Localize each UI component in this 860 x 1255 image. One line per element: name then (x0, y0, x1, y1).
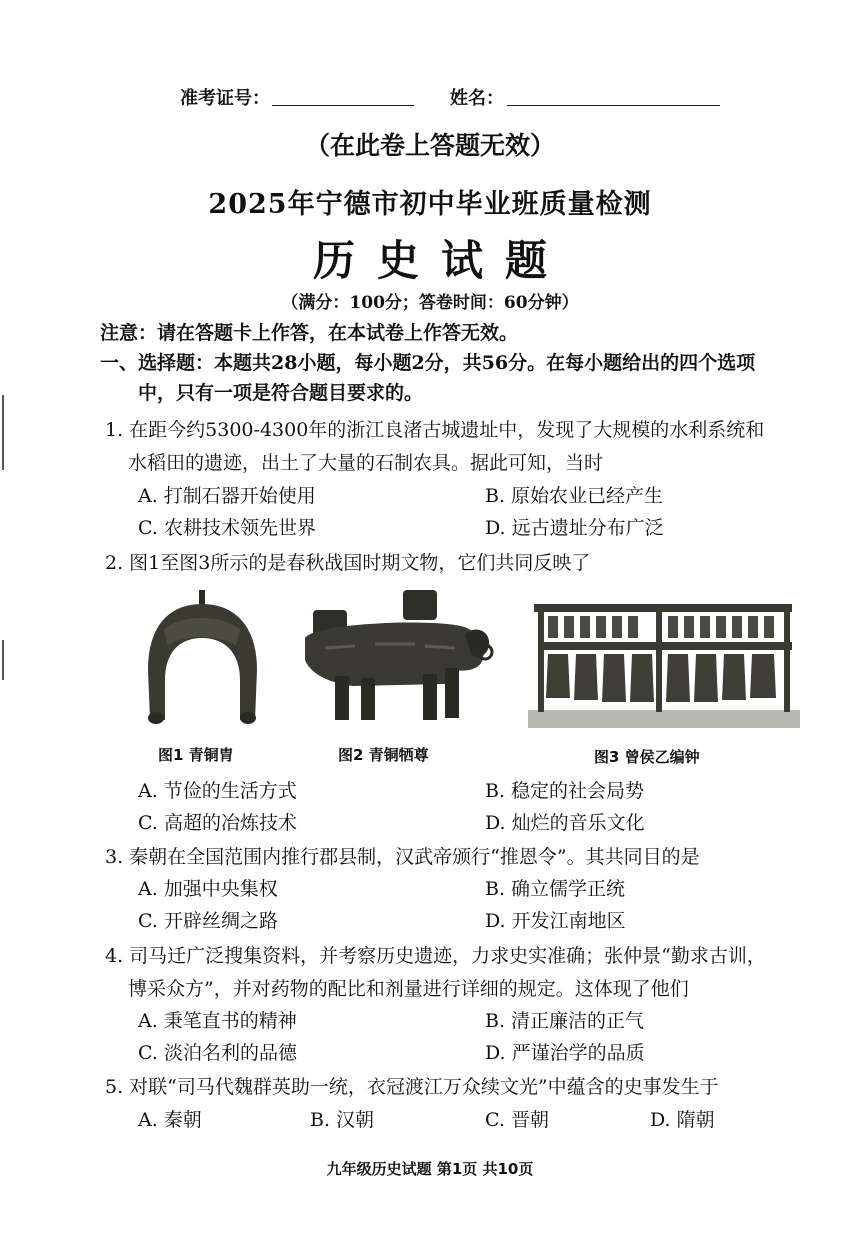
question-3-option-a: A. 加强中央集权 (138, 878, 278, 900)
question-5-option-c: C. 晋朝 (485, 1109, 549, 1131)
question-1-stem-line2: 水稻田的遗迹，出土了大量的石制农具。据此可知，当时 (128, 452, 604, 474)
question-1-stem-line1: 1. 在距今约5300-4300年的浙江良渚古城遗址中，发现了大规模的水利系统和 (105, 419, 765, 441)
name-label: 姓名： (450, 88, 504, 109)
page-footer: 九年级历史试题 第1页 共10页 (326, 1160, 534, 1178)
question-4-option-b: B. 清正廉洁的正气 (485, 1010, 645, 1032)
question-5-option-d: D. 隋朝 (650, 1109, 715, 1131)
question-4-option-d: D. 严谨治学的品质 (485, 1042, 645, 1064)
question-4-stem-line1: 4. 司马迁广泛搜集资料，并考察历史遗迹，力求史实准确；张仲景“勤求古训， (105, 945, 766, 967)
question-1-option-c: C. 农耕技术领先世界 (138, 517, 316, 539)
question-4-stem-line2: 博采众方”，并对药物的配比和剂量进行详细的规定。这体现了他们 (128, 978, 689, 1000)
figure-1-caption: 图1 青铜胄 (158, 746, 234, 764)
question-1-option-d: D. 远古遗址分布广泛 (485, 517, 664, 539)
chime-bells-image (528, 598, 800, 728)
question-2-option-d: D. 灿烂的音乐文化 (485, 812, 645, 834)
question-1-option-a: A. 打制石器开始使用 (138, 485, 316, 507)
section-heading-line2: 中，只有一项是符合题目要求的。 (138, 382, 424, 404)
section-heading-line1: 一、选择题：本题共28小题，每小题2分，共56分。在每小题给出的四个选项 (100, 352, 756, 374)
exam-id-label: 准考证号： (180, 88, 270, 109)
question-2-option-b: B. 稳定的社会局势 (485, 780, 645, 802)
question-3-option-c: C. 开辟丝绸之路 (138, 910, 278, 932)
question-5-stem: 5. 对联“司马代魏群英助一统，衣冠渡江万众续文光”中蕴含的史事发生于 (105, 1076, 719, 1098)
subject-title: 历史试题 (312, 236, 569, 285)
question-5-option-b: B. 汉朝 (310, 1109, 375, 1131)
name-blank (507, 105, 720, 106)
figure-2-caption: 图2 青铜牺尊 (338, 746, 429, 764)
scan-edge-mark (2, 640, 4, 680)
question-5-option-a: A. 秦朝 (138, 1109, 202, 1131)
question-2-stem: 2. 图1至图3所示的是春秋战国时期文物，它们共同反映了 (105, 552, 591, 574)
invalid-answer-banner: （在此卷上答题无效） (304, 131, 555, 160)
question-3-stem: 3. 秦朝在全国范围内推行郡县制，汉武帝颁行“推恩令”。其共同目的是 (105, 846, 700, 868)
exam-id-blank (272, 105, 414, 106)
notice-text: 注意：请在答题卡上作答，在本试卷上作答无效。 (100, 322, 519, 344)
candidate-info-row (0, 84, 860, 114)
figure-3-caption: 图3 曾侯乙编钟 (594, 748, 700, 766)
exam-title: 2025年宁德市初中毕业班质量检测 (208, 189, 652, 220)
question-2-option-c: C. 高超的冶炼技术 (138, 812, 297, 834)
bronze-vessel-image (295, 588, 500, 728)
scan-edge-mark (2, 395, 4, 470)
question-4-option-a: A. 秉笔直书的精神 (138, 1010, 297, 1032)
bronze-helmet-image (140, 590, 265, 730)
question-1-option-b: B. 原始农业已经产生 (485, 485, 664, 507)
question-2-option-a: A. 节俭的生活方式 (138, 780, 297, 802)
question-3-option-d: D. 开发江南地区 (485, 910, 626, 932)
question-3-option-b: B. 确立儒学正统 (485, 878, 626, 900)
question-4-option-c: C. 淡泊名利的品德 (138, 1042, 297, 1064)
score-time-line: （满分：100分；答卷时间：60分钟） (281, 293, 579, 313)
